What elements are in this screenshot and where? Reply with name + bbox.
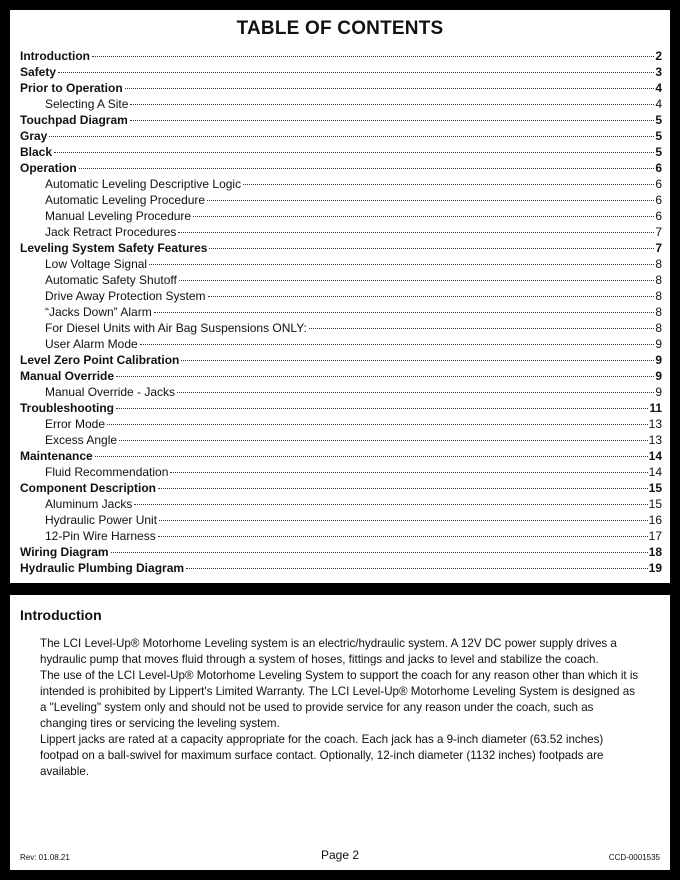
- toc-entry-page: 8: [655, 273, 662, 287]
- toc-leader-dots: [54, 151, 654, 153]
- toc-entry-label: Troubleshooting: [20, 401, 114, 415]
- toc-leader-dots: [170, 471, 647, 473]
- toc-leader-dots: [178, 231, 654, 233]
- toc-leader-dots: [309, 327, 654, 329]
- toc-entry-label: Excess Angle: [45, 433, 118, 447]
- toc-leader-dots: [243, 183, 654, 185]
- toc-entry-label: Jack Retract Procedures: [45, 225, 177, 239]
- toc-entry-page: 6: [655, 193, 662, 207]
- toc-entry-label: Manual Leveling Procedure: [45, 209, 192, 223]
- toc-entry-label: Automatic Leveling Descriptive Logic: [45, 177, 242, 191]
- toc-leader-dots: [207, 199, 654, 201]
- toc-entry-page: 13: [648, 433, 662, 447]
- toc-entry-page: 6: [655, 209, 662, 223]
- toc-entry-label: Touchpad Diagram: [20, 113, 128, 127]
- toc-entry-page: 7: [655, 241, 662, 255]
- toc-entry-label: Gray: [20, 129, 48, 143]
- toc-leader-dots: [177, 391, 654, 393]
- toc-entry[interactable]: [20, 224, 662, 240]
- toc-entry-page: 17: [648, 529, 662, 543]
- toc-entry-label: Drive Away Protection System: [45, 289, 206, 303]
- toc-entry[interactable]: [20, 480, 662, 496]
- toc-entry[interactable]: [20, 544, 662, 560]
- toc-leader-dots: [116, 407, 648, 409]
- toc-entry-page: 14: [648, 449, 662, 463]
- toc-leader-dots: [209, 247, 654, 249]
- toc-entry-label: For Diesel Units with Air Bag Suspensions ONLY:: [45, 321, 307, 335]
- document-number: CCD-0001535: [608, 853, 660, 862]
- toc-entry-page: 9: [655, 385, 662, 399]
- toc-entry-page: 7: [655, 225, 662, 239]
- toc-entry-label: Manual Override - Jacks: [45, 385, 176, 399]
- toc-entry-label: Black: [20, 145, 53, 159]
- toc-entry[interactable]: [20, 384, 662, 400]
- toc-entry[interactable]: [20, 496, 662, 512]
- toc-entry[interactable]: [20, 320, 662, 336]
- page-number: Page 2: [320, 848, 360, 862]
- toc-leader-dots: [130, 103, 654, 105]
- toc-entry[interactable]: [20, 528, 662, 544]
- toc-entry-label: Operation: [20, 161, 77, 175]
- intro-body: [40, 636, 640, 780]
- toc-entry[interactable]: [20, 48, 662, 64]
- toc-entry[interactable]: [20, 288, 662, 304]
- toc-entry-page: 15: [648, 497, 662, 511]
- table-of-contents-panel: [10, 10, 670, 583]
- toc-entry-label: Manual Override: [20, 369, 115, 383]
- toc-leader-dots: [208, 295, 655, 297]
- toc-leader-dots: [158, 535, 648, 537]
- toc-leader-dots: [181, 359, 654, 361]
- toc-leader-dots: [107, 423, 648, 425]
- toc-entry[interactable]: [20, 176, 662, 192]
- toc-entry-label: Aluminum Jacks: [45, 497, 133, 511]
- toc-entry-page: 5: [655, 129, 662, 143]
- toc-leader-dots: [49, 135, 654, 137]
- toc-entry-label: Automatic Safety Shutoff: [45, 273, 177, 287]
- toc-entry-label: Wiring Diagram: [20, 545, 109, 559]
- toc-entry-label: Fluid Recommendation: [45, 465, 169, 479]
- toc-list: [20, 48, 662, 576]
- toc-leader-dots: [140, 343, 655, 345]
- toc-leader-dots: [79, 167, 655, 169]
- toc-leader-dots: [111, 551, 648, 553]
- toc-entry[interactable]: [20, 304, 662, 320]
- intro-paragraph: Lippert jacks are rated at a capacity appropriate for the coach. Each jack has a 9-inch diameter (63.52 inches) footpad on a ball-swivel for maximum surface contact. Optionally, 12-inch diameter (1132 inches) footpads are available.: [40, 733, 604, 778]
- toc-entry-page: 8: [655, 289, 662, 303]
- toc-entry-label: Hydraulic Plumbing Diagram: [20, 561, 185, 575]
- toc-leader-dots: [159, 519, 648, 521]
- toc-title: TABLE OF CONTENTS: [236, 18, 444, 39]
- toc-entry-page: 9: [655, 369, 662, 383]
- toc-entry-page: 4: [655, 97, 662, 111]
- toc-entry[interactable]: [20, 208, 662, 224]
- toc-entry[interactable]: [20, 464, 662, 480]
- toc-entry[interactable]: [20, 512, 662, 528]
- toc-entry-page: 19: [648, 561, 662, 575]
- toc-entry-page: 5: [655, 145, 662, 159]
- toc-entry-label: Maintenance: [20, 449, 93, 463]
- toc-entry-label: User Alarm Mode: [45, 337, 138, 351]
- toc-entry[interactable]: [20, 80, 662, 96]
- revision-label: Rev: 01.08.21: [20, 853, 70, 862]
- toc-entry-page: 8: [655, 257, 662, 271]
- toc-entry[interactable]: [20, 112, 662, 128]
- toc-entry-label: “Jacks Down” Alarm: [45, 305, 152, 319]
- toc-entry-page: 6: [655, 161, 662, 175]
- toc-entry-page: 5: [655, 113, 662, 127]
- toc-leader-dots: [58, 71, 654, 73]
- toc-entry[interactable]: [20, 400, 662, 416]
- toc-entry-label: Error Mode: [45, 417, 106, 431]
- toc-entry-label: Safety: [20, 65, 57, 79]
- toc-entry[interactable]: [20, 128, 662, 144]
- toc-entry-page: 14: [648, 465, 662, 479]
- toc-entry[interactable]: [20, 448, 662, 464]
- toc-entry-page: 16: [648, 513, 662, 527]
- intro-paragraph: The LCI Level-Up® Motorhome Leveling system is an electric/hydraulic system. A 12V DC power supply drives a hydraulic pump that moves fluid through a system of hoses, fittings and jacks to level and stabilize the coach.: [40, 637, 617, 666]
- toc-entry[interactable]: [20, 96, 662, 112]
- toc-entry-page: 8: [655, 321, 662, 335]
- toc-entry-page: 4: [655, 81, 662, 95]
- toc-entry-label: Prior to Operation: [20, 81, 123, 95]
- toc-entry[interactable]: [20, 160, 662, 176]
- toc-entry-page: 15: [648, 481, 662, 495]
- toc-leader-dots: [179, 279, 654, 281]
- toc-leader-dots: [149, 263, 654, 265]
- toc-entry-label: Low Voltage Signal: [45, 257, 148, 271]
- toc-leader-dots: [134, 503, 647, 505]
- introduction-panel: [10, 595, 670, 870]
- toc-entry-label: Hydraulic Power Unit: [45, 513, 158, 527]
- toc-entry-label: Introduction: [20, 49, 90, 63]
- toc-entry[interactable]: [20, 368, 662, 384]
- toc-leader-dots: [92, 55, 654, 57]
- toc-entry-page: 13: [648, 417, 662, 431]
- toc-entry-page: 9: [655, 337, 662, 351]
- intro-paragraph: The use of the LCI Level-Up® Motorhome Leveling System to support the coach for any reason other than which it is intended is prohibited by Lippert's Limited Warranty. The LCI Level-Up® Motorhome Leveling System is designed as a "Leveling" system only and should not be used to provide service for any reason under the coach, such as changing tires or servicing the leveling system.: [40, 669, 639, 730]
- toc-leader-dots: [186, 567, 648, 569]
- toc-entry[interactable]: [20, 432, 662, 448]
- toc-leader-dots: [158, 487, 648, 489]
- toc-entry[interactable]: [20, 64, 662, 80]
- toc-entry[interactable]: [20, 352, 662, 368]
- intro-heading: Introduction: [20, 607, 102, 623]
- toc-entry-label: Leveling System Safety Features: [20, 241, 208, 255]
- toc-leader-dots: [193, 215, 654, 217]
- toc-entry[interactable]: [20, 336, 662, 352]
- toc-leader-dots: [125, 87, 655, 89]
- toc-entry[interactable]: [20, 192, 662, 208]
- toc-leader-dots: [119, 439, 648, 441]
- toc-entry-page: 11: [649, 401, 662, 415]
- toc-leader-dots: [130, 119, 655, 121]
- toc-entry[interactable]: [20, 256, 662, 272]
- toc-entry[interactable]: [20, 560, 662, 576]
- toc-entry-page: 18: [648, 545, 662, 559]
- toc-entry-label: Level Zero Point Calibration: [20, 353, 180, 367]
- toc-entry-label: Component Description: [20, 481, 157, 495]
- toc-entry[interactable]: [20, 416, 662, 432]
- toc-entry-label: Automatic Leveling Procedure: [45, 193, 206, 207]
- toc-entry[interactable]: [20, 240, 662, 256]
- toc-leader-dots: [154, 311, 655, 313]
- toc-entry[interactable]: [20, 144, 662, 160]
- toc-entry[interactable]: [20, 272, 662, 288]
- toc-entry-page: 2: [655, 49, 662, 63]
- toc-leader-dots: [116, 375, 654, 377]
- toc-entry-page: 6: [655, 177, 662, 191]
- toc-entry-page: 8: [655, 305, 662, 319]
- toc-entry-label: Selecting A Site: [45, 97, 129, 111]
- toc-leader-dots: [95, 455, 648, 457]
- toc-entry-label: 12-Pin Wire Harness: [45, 529, 156, 543]
- toc-entry-page: 9: [655, 353, 662, 367]
- toc-entry-page: 3: [655, 65, 662, 79]
